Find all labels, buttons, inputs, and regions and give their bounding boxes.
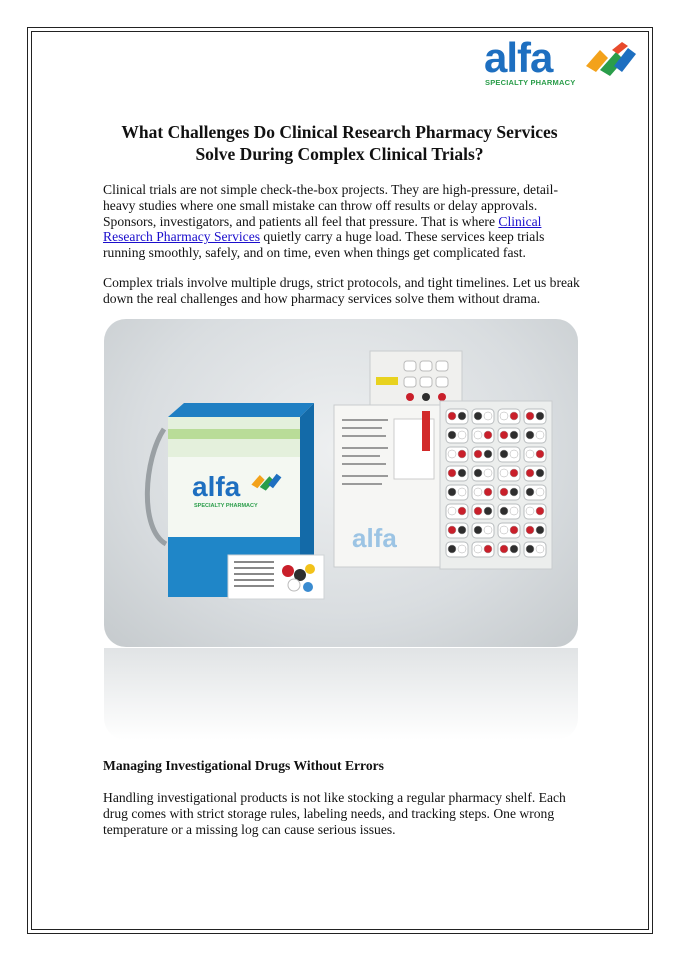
pill bbox=[458, 412, 466, 420]
pill bbox=[484, 450, 492, 458]
pill bbox=[526, 469, 534, 477]
pill bbox=[448, 469, 456, 477]
pill bbox=[510, 412, 518, 420]
pill bbox=[500, 450, 508, 458]
pill bbox=[484, 412, 492, 420]
pill bbox=[458, 507, 466, 515]
pill bbox=[536, 488, 544, 496]
pill bbox=[510, 526, 518, 534]
article-title bbox=[103, 121, 576, 165]
pill bbox=[510, 450, 518, 458]
pill bbox=[474, 507, 482, 515]
box-top bbox=[168, 403, 314, 417]
pill bbox=[458, 450, 466, 458]
pill bbox=[526, 431, 534, 439]
pill bbox=[500, 545, 508, 553]
intro-paragraph bbox=[103, 182, 583, 261]
pill bbox=[536, 526, 544, 534]
pill bbox=[458, 545, 466, 553]
pill bbox=[510, 507, 518, 515]
clinical-research-pharmacy-link[interactable]: Clinical Research Pharmacy Services bbox=[103, 213, 542, 245]
title-line-1: What Challenges Do Clinical Research Pharmacy Services bbox=[121, 122, 558, 142]
alfa-swoosh-mark-icon bbox=[582, 40, 638, 80]
product-photo bbox=[104, 319, 578, 647]
pill bbox=[448, 526, 456, 534]
pill bbox=[526, 450, 534, 458]
pill bbox=[500, 507, 508, 515]
alfa-logo bbox=[484, 34, 642, 90]
pill bbox=[458, 526, 466, 534]
pill bbox=[526, 545, 534, 553]
pill bbox=[474, 469, 482, 477]
pill bbox=[500, 488, 508, 496]
pill bbox=[526, 507, 534, 515]
box-strap bbox=[147, 429, 166, 544]
product-photo-illustration bbox=[104, 319, 578, 647]
pill bbox=[526, 412, 534, 420]
pill bbox=[448, 488, 456, 496]
pill bbox=[474, 431, 482, 439]
pill bbox=[484, 507, 492, 515]
pill bbox=[484, 526, 492, 534]
pill bbox=[484, 545, 492, 553]
pill bbox=[448, 450, 456, 458]
pill bbox=[536, 545, 544, 553]
title-line-2: Solve During Complex Clinical Trials? bbox=[195, 144, 484, 164]
pill bbox=[500, 526, 508, 534]
pill bbox=[500, 431, 508, 439]
section-paragraph: Handling investigational products is not like stocking a regular pharmacy shelf. Each drug comes with strict storage rules, labeling needs, and tracking steps. One wrong temperature or a missing log can cause serious issues. bbox=[103, 790, 566, 837]
card-logo-word: alfa bbox=[352, 523, 397, 553]
pill bbox=[458, 469, 466, 477]
box-logo-tagline: SPECIALTY PHARMACY bbox=[194, 503, 258, 509]
pill bbox=[536, 431, 544, 439]
pill bbox=[500, 469, 508, 477]
pill bbox=[474, 526, 482, 534]
pill bbox=[448, 412, 456, 420]
pill bbox=[510, 431, 518, 439]
pill bbox=[526, 526, 534, 534]
pill bbox=[526, 488, 534, 496]
intro-text-after-link: quietly carry a huge load. These services keep trials running smoothly, safely, and on time, even when things get complicated fast. bbox=[103, 229, 545, 261]
pill bbox=[458, 488, 466, 496]
logo-wordmark: alfa bbox=[484, 34, 553, 81]
pill bbox=[536, 469, 544, 477]
pill bbox=[500, 412, 508, 420]
pill bbox=[448, 545, 456, 553]
pill bbox=[484, 431, 492, 439]
photo-reflection bbox=[104, 648, 578, 740]
pill bbox=[484, 469, 492, 477]
second-paragraph: Complex trials involve multiple drugs, strict protocols, and tight timelines. Let us break down the real challenges and how pharmacy services solve them without drama. bbox=[103, 275, 580, 306]
logo-tagline: SPECIALTY PHARMACY bbox=[485, 78, 576, 87]
box-logo-word: alfa bbox=[192, 471, 241, 502]
pill bbox=[474, 545, 482, 553]
section-heading: Managing Investigational Drugs Without Errors bbox=[103, 758, 384, 773]
pill bbox=[536, 507, 544, 515]
pill bbox=[474, 450, 482, 458]
pill bbox=[510, 488, 518, 496]
pill bbox=[474, 488, 482, 496]
pill bbox=[536, 412, 544, 420]
pill bbox=[484, 488, 492, 496]
pill bbox=[474, 412, 482, 420]
pill bbox=[458, 431, 466, 439]
pill bbox=[510, 545, 518, 553]
intro-text-before-link: Clinical trials are not simple check-the-box projects. They are high-pressure, detail-heavy studies where one small mistake can throw off results or delay approvals. Sponsors, investigators, and patients all feel that pressure. That is where bbox=[103, 182, 558, 229]
pill bbox=[536, 450, 544, 458]
pill bbox=[510, 469, 518, 477]
pill bbox=[448, 431, 456, 439]
pill bbox=[448, 507, 456, 515]
